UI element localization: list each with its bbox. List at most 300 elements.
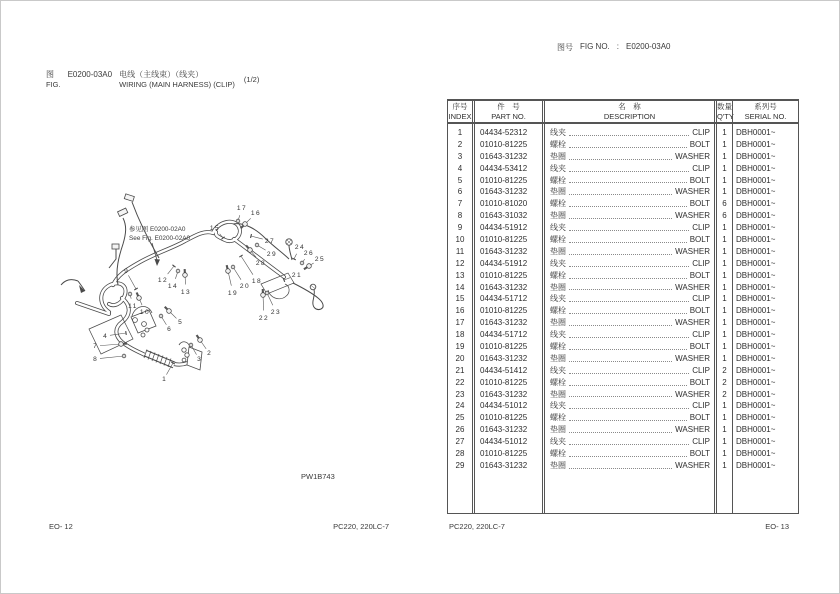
cell-description: [545, 305, 714, 317]
cell-qty: 6: [722, 199, 727, 209]
description-en: WASHER: [675, 211, 710, 221]
dotted-leader: [569, 467, 672, 469]
cell-part-no: 01010-81225: [480, 270, 528, 280]
cell-index: 13: [455, 270, 465, 280]
callout-leader: [128, 275, 136, 289]
cell-index: 7: [457, 199, 463, 209]
description-en: WASHER: [675, 353, 710, 363]
cell-serial: DBH0001~: [736, 270, 776, 280]
cell-qty: 1: [722, 449, 727, 459]
header-part-no: 件 号 PART NO.: [472, 101, 542, 122]
description-zh: 垫圈: [550, 318, 566, 328]
cell-index: 22: [455, 377, 465, 387]
model-label-right: PC220, 220LC-7: [449, 522, 505, 531]
callout-number: 20: [239, 283, 251, 291]
cell-qty: 1: [722, 270, 727, 280]
description-en: WASHER: [675, 460, 710, 470]
cell-index: 17: [455, 318, 465, 328]
callout-number: 15: [209, 225, 221, 233]
cell-qty: 1: [722, 413, 727, 423]
description-en: CLIP: [692, 365, 710, 375]
dotted-leader: [569, 158, 672, 160]
washer-icon: [189, 343, 193, 347]
callout-number: 27: [264, 238, 276, 246]
cell-index: 21: [455, 365, 465, 375]
description-en: CLIP: [692, 223, 710, 233]
cell-serial: DBH0001~: [736, 246, 776, 256]
cell-part-no: 01643-31232: [480, 282, 528, 292]
description-zh: 线夹: [550, 258, 566, 268]
cell-description: [545, 389, 714, 401]
cell-part-no: 01643-31232: [480, 187, 528, 197]
description-zh: 垫圈: [550, 389, 566, 399]
description-zh: 螺栓: [550, 449, 566, 459]
description-en: CLIP: [692, 258, 710, 268]
dotted-leader: [569, 241, 687, 243]
drawing-number: PW1B743: [301, 472, 335, 481]
cell-description: [545, 448, 714, 460]
cell-serial: DBH0001~: [736, 318, 776, 328]
description-en: WASHER: [675, 151, 710, 161]
cell-description: [545, 329, 714, 341]
cell-part-no: 04434-51712: [480, 294, 528, 304]
cell-part-no: 01010-81225: [480, 235, 528, 245]
callout-number: 13: [180, 289, 192, 297]
dotted-leader: [569, 324, 672, 326]
cell-qty: 2: [722, 389, 727, 399]
dotted-leader: [569, 181, 687, 183]
cell-index: 15: [455, 294, 465, 304]
description-en: CLIP: [692, 127, 710, 137]
description-en: BOLT: [689, 235, 710, 244]
fig-no-separator: :: [616, 42, 620, 51]
bolt-icon: [303, 263, 312, 271]
callout-number: 21: [291, 272, 303, 280]
cell-part-no: 01010-81225: [480, 306, 528, 316]
cell-part-no: 04434-51012: [480, 437, 528, 447]
cell-qty: 1: [722, 425, 727, 435]
callout-number: 8: [93, 356, 97, 364]
dotted-leader: [569, 431, 672, 433]
description-en: CLIP: [692, 294, 710, 304]
cell-serial: DBH0001~: [736, 294, 776, 304]
description-en: WASHER: [675, 318, 710, 328]
description-zh: 螺栓: [550, 377, 566, 387]
header-serial: 系列号 SERIAL NO.: [732, 101, 798, 122]
cell-part-no: 01010-81225: [480, 377, 528, 387]
wiring-diagram: [21, 186, 361, 401]
cell-part-no: 01643-31232: [480, 425, 528, 435]
cell-qty: 1: [722, 139, 727, 149]
description-zh: 螺栓: [550, 235, 566, 244]
cell-index: 16: [455, 306, 465, 316]
figure-title-zh: 电线（主线束）（线夹）: [119, 70, 204, 79]
dotted-leader: [569, 146, 687, 148]
callout-number: 22: [258, 315, 270, 323]
description-zh: 螺栓: [550, 306, 566, 316]
cell-description: [545, 175, 714, 187]
cell-serial: DBH0001~: [736, 282, 776, 292]
cell-qty: 1: [722, 318, 727, 328]
description-zh: 螺栓: [550, 139, 566, 149]
coil-section: [144, 350, 174, 368]
cell-qty: 1: [722, 330, 727, 340]
cell-qty: 1: [722, 163, 727, 173]
cell-serial: DBH0001~: [736, 175, 776, 185]
fig-no-header: [557, 42, 671, 53]
cell-index: 8: [457, 211, 463, 221]
column-part-no: [472, 124, 542, 513]
cell-serial: DBH0001~: [736, 342, 776, 352]
cell-description: [545, 436, 714, 448]
see-fig-zh: 参见图 E0200-02A0: [129, 226, 186, 233]
figure-zh-label: 图: [46, 70, 54, 79]
cell-description: [545, 258, 714, 270]
description-zh: 垫圈: [550, 246, 566, 256]
cell-part-no: 01010-81225: [480, 413, 528, 423]
cell-serial: DBH0001~: [736, 187, 776, 197]
description-en: CLIP: [692, 437, 710, 447]
description-en: BOLT: [689, 413, 710, 423]
cell-serial: DBH0001~: [736, 401, 776, 411]
dotted-leader: [569, 443, 689, 445]
cell-index: 25: [455, 413, 465, 423]
callout-leader: [251, 236, 263, 239]
description-zh: 线夹: [550, 401, 566, 411]
dotted-leader: [569, 336, 689, 338]
cell-qty: 1: [722, 175, 727, 185]
cell-qty: 1: [722, 294, 727, 304]
header-qty: 数量 Q'TY: [714, 101, 732, 122]
figure-title-en: WIRING (MAIN HARNESS) (CLIP): [119, 80, 235, 89]
description-zh: 螺栓: [550, 342, 566, 352]
callout-number: 17: [236, 205, 248, 213]
callout-number: 23: [270, 309, 282, 317]
description-en: CLIP: [692, 330, 710, 340]
description-zh: 螺栓: [550, 199, 566, 209]
description-zh: 线夹: [550, 223, 566, 233]
description-zh: 线夹: [550, 365, 566, 375]
cell-serial: DBH0001~: [736, 389, 776, 399]
dotted-leader: [569, 395, 672, 397]
cell-index: 23: [455, 389, 465, 399]
cell-qty: 1: [722, 282, 727, 292]
cell-description: [545, 412, 714, 424]
column-qty: [714, 124, 732, 513]
cell-index: 24: [455, 401, 465, 411]
dotted-leader: [569, 300, 689, 302]
cell-description: [545, 270, 714, 282]
fig-no-value: E0200-03A0: [626, 42, 671, 51]
description-en: BOLT: [689, 139, 710, 149]
callout-leader: [294, 254, 297, 259]
bolt-icon: [224, 265, 230, 274]
cell-serial: DBH0001~: [736, 330, 776, 340]
description-zh: 线夹: [550, 163, 566, 173]
cell-serial: DBH0001~: [736, 139, 776, 149]
cell-description: [545, 198, 714, 210]
dotted-leader: [569, 360, 672, 362]
description-en: WASHER: [675, 389, 710, 399]
fig-no-en: FIG NO.: [580, 42, 610, 51]
washer-icon: [128, 292, 132, 296]
cell-description: [545, 222, 714, 234]
cell-description: [545, 365, 714, 377]
callout-number: 10: [139, 309, 151, 317]
cell-qty: 6: [722, 211, 727, 221]
dotted-leader: [569, 134, 689, 136]
cell-index: 29: [455, 460, 465, 470]
see-fig-en: See Fig. E0200-02A0: [129, 235, 191, 242]
description-en: WASHER: [675, 282, 710, 292]
cell-description: [545, 246, 714, 258]
cell-serial: DBH0001~: [736, 211, 776, 221]
callout-leader: [100, 344, 121, 346]
table-body: [448, 124, 798, 513]
cell-index: 14: [455, 282, 465, 292]
cell-qty: 1: [722, 128, 727, 137]
cell-part-no: 04434-51912: [480, 258, 528, 268]
callout-number: 24: [294, 244, 306, 252]
washer-icon: [265, 291, 269, 295]
callout-number: 6: [167, 326, 171, 334]
cell-qty: 1: [722, 235, 727, 245]
cell-index: 6: [457, 187, 463, 197]
cell-part-no: 01010-81225: [480, 175, 528, 185]
clip-mark: [134, 288, 137, 290]
page-number-left: EO- 12: [49, 522, 73, 531]
dotted-leader: [569, 205, 687, 207]
dotted-leader: [569, 372, 689, 374]
cell-description: [545, 317, 714, 329]
header-index: 序号 INDEX: [448, 102, 472, 121]
cell-description: [545, 234, 714, 246]
description-en: CLIP: [692, 163, 710, 173]
figure-code-col: [68, 70, 112, 90]
washer-icon: [236, 219, 240, 223]
description-en: BOLT: [689, 342, 710, 352]
column-index: [448, 124, 472, 513]
dotted-leader: [569, 384, 687, 386]
cell-description: [545, 400, 714, 412]
cell-serial: DBH0001~: [736, 353, 776, 363]
cell-qty: 2: [722, 365, 727, 375]
cell-index: 1: [457, 128, 463, 137]
cell-index: 27: [455, 437, 465, 447]
washer-icon: [255, 243, 259, 247]
callout-number: 11: [128, 303, 138, 311]
description-en: WASHER: [675, 425, 710, 435]
description-zh: 线夹: [550, 437, 566, 447]
cell-part-no: 04434-53412: [480, 163, 528, 173]
cell-description: [545, 186, 714, 198]
cell-description: [545, 163, 714, 175]
dotted-leader: [569, 455, 687, 457]
dotted-leader: [569, 229, 689, 231]
cell-description: [545, 127, 714, 139]
callout-number: 19: [227, 290, 239, 298]
dotted-leader: [569, 170, 689, 172]
cell-description: [545, 353, 714, 365]
cell-part-no: 04434-51712: [480, 330, 528, 340]
cell-serial: DBH0001~: [736, 413, 776, 423]
cell-qty: 1: [722, 223, 727, 233]
bolt-icon: [163, 305, 172, 314]
dotted-leader: [569, 277, 687, 279]
cell-index: 28: [455, 449, 465, 459]
figure-name-col: [119, 70, 235, 90]
cell-part-no: 04434-52312: [480, 128, 528, 137]
description-en: BOLT: [689, 199, 710, 209]
cell-index: 26: [455, 425, 465, 435]
callout-number: 16: [250, 210, 262, 218]
description-en: WASHER: [675, 187, 710, 197]
callout-number: 1: [162, 376, 166, 384]
callout-leader: [168, 266, 174, 274]
figure-title: [46, 70, 259, 90]
description-en: CLIP: [692, 401, 710, 411]
callout-number: 29: [266, 251, 278, 259]
parts-table: [447, 99, 799, 514]
see-fig-arrowhead: [155, 259, 161, 266]
cell-part-no: 04434-51012: [480, 401, 528, 411]
description-en: BOLT: [689, 175, 710, 185]
washer-icon: [122, 354, 126, 358]
description-en: BOLT: [689, 377, 710, 387]
description-en: BOLT: [689, 270, 710, 280]
bolt-icon: [195, 334, 204, 343]
cell-part-no: 01643-31232: [480, 460, 528, 470]
cell-part-no: 01643-31232: [480, 151, 528, 161]
cell-part-no: 01643-31232: [480, 318, 528, 328]
cell-index: 18: [455, 330, 465, 340]
cell-index: 19: [455, 342, 465, 352]
callout-number: 26: [303, 250, 315, 258]
description-zh: 垫圈: [550, 211, 566, 221]
cell-part-no: 04434-51912: [480, 223, 528, 233]
callout-leader: [233, 267, 241, 280]
fig-no-zh: 图号: [557, 43, 573, 52]
cell-part-no: 01643-31232: [480, 246, 528, 256]
cell-description: [545, 424, 714, 436]
cell-qty: 1: [722, 460, 727, 470]
cell-qty: 2: [722, 377, 727, 387]
cell-part-no: 01643-31232: [480, 389, 528, 399]
cell-serial: DBH0001~: [736, 199, 776, 209]
callout-number: 2: [207, 350, 211, 358]
description-en: BOLT: [689, 306, 710, 316]
figure-en-label: FIG.: [46, 80, 61, 89]
cell-serial: DBH0001~: [736, 365, 776, 375]
bolt-icon: [182, 269, 187, 278]
dotted-leader: [569, 419, 687, 421]
cell-index: 2: [457, 139, 463, 149]
dotted-leader: [569, 253, 672, 255]
cell-qty: 1: [722, 258, 727, 268]
header-description: 名 称 DESCRIPTION: [542, 101, 714, 122]
description-zh: 垫圈: [550, 151, 566, 161]
description-zh: 线夹: [550, 330, 566, 340]
figure-title-prefix: [46, 70, 61, 90]
cell-description: [545, 377, 714, 389]
description-zh: 线夹: [550, 294, 566, 304]
cell-serial: DBH0001~: [736, 449, 776, 459]
cell-qty: 1: [722, 187, 727, 197]
washer-icon: [159, 314, 163, 318]
cell-qty: 1: [722, 353, 727, 363]
page-number-right: EO- 13: [765, 522, 789, 531]
bolt-icon: [135, 292, 142, 301]
dotted-leader: [569, 265, 689, 267]
dotted-leader: [569, 312, 687, 314]
cell-part-no: 01643-31232: [480, 353, 528, 363]
cell-qty: 1: [722, 437, 727, 447]
callout-number: 3: [197, 356, 201, 364]
callout-number: 25: [314, 256, 326, 264]
cell-part-no: 01643-31032: [480, 211, 528, 221]
clip-mark: [172, 265, 175, 267]
cell-serial: DBH0001~: [736, 377, 776, 387]
dotted-leader: [569, 288, 672, 290]
cell-qty: 1: [722, 306, 727, 316]
cell-index: 11: [455, 246, 465, 256]
description-en: WASHER: [675, 246, 710, 256]
callout-number: 4: [103, 333, 107, 341]
model-label-left: PC220, 220LC-7: [333, 522, 389, 531]
description-zh: 垫圈: [550, 187, 566, 197]
column-description: [542, 124, 714, 513]
callout-number: 28: [255, 260, 267, 268]
callout-leader: [100, 356, 124, 358]
cell-index: 9: [457, 223, 463, 233]
cell-serial: DBH0001~: [736, 151, 776, 161]
cell-part-no: 04434-51412: [480, 365, 528, 375]
cell-description: [545, 341, 714, 353]
cell-serial: DBH0001~: [736, 425, 776, 435]
callout-layer: [93, 205, 325, 383]
table-header-row: [448, 101, 798, 124]
description-zh: 垫圈: [550, 353, 566, 363]
cell-qty: 1: [722, 151, 727, 161]
cell-qty: 1: [722, 246, 727, 256]
cell-index: 3: [457, 151, 463, 161]
dotted-leader: [569, 217, 672, 219]
description-zh: 线夹: [550, 127, 566, 137]
cell-qty: 1: [722, 342, 727, 352]
cell-serial: DBH0001~: [736, 223, 776, 233]
cell-index: 10: [455, 235, 465, 245]
washer-icon: [176, 269, 180, 273]
cell-index: 12: [455, 258, 465, 268]
cell-description: [545, 151, 714, 163]
dotted-leader: [569, 348, 687, 350]
cell-part-no: 01010-81225: [480, 139, 528, 149]
cell-serial: DBH0001~: [736, 163, 776, 173]
description-zh: 垫圈: [550, 460, 566, 470]
cell-serial: DBH0001~: [736, 258, 776, 268]
clip-mark: [239, 255, 242, 257]
callout-number: 7: [93, 343, 97, 351]
description-zh: 螺栓: [550, 175, 566, 185]
cell-description: [545, 460, 714, 472]
callout-number: 12: [157, 277, 169, 285]
cell-index: 20: [455, 353, 465, 363]
cell-serial: DBH0001~: [736, 128, 776, 137]
callout-number: 9: [124, 268, 128, 276]
cell-index: 5: [457, 175, 463, 185]
clip-mark: [250, 234, 251, 238]
cell-serial: DBH0001~: [736, 437, 776, 447]
